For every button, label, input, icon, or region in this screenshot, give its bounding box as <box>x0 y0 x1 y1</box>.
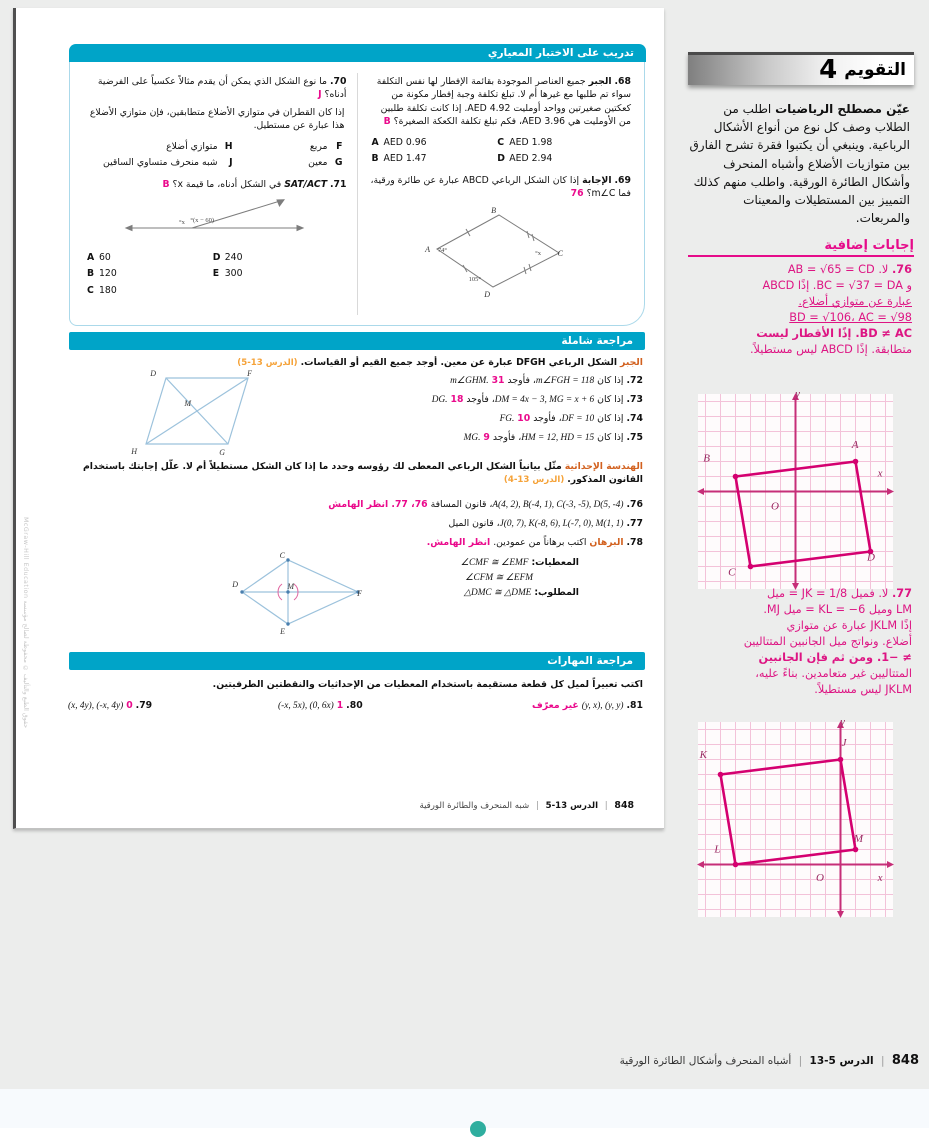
choice: Gمعين <box>308 157 343 169</box>
choice: A 60 <box>87 251 111 263</box>
choice: D 240 <box>212 251 243 263</box>
section-header-comprehensive-review <box>69 332 645 350</box>
test-practice-left-column <box>73 67 357 321</box>
question-73: 73. إذا كان DM = 4x − 3, MG = x + 6، فأوجد DG. 18 <box>431 393 643 405</box>
question-72: 72. إذا كان m∠FGH = 118، فأوجد m∠GHM. 31 <box>450 375 643 386</box>
question-69: 69. الإجابة إذا كان الشكل الرباعي ABCD عبارة عن طائرة ورقية، فما m∠C؟ 76 <box>370 174 631 200</box>
answer-72: 31 <box>491 375 505 386</box>
answer-69: 76 <box>570 188 584 200</box>
choice: B AED 1.47 <box>371 153 427 165</box>
lesson-title: أشباه المنحرف وأشكال الطائرة الورقية <box>619 1055 792 1067</box>
answer-74: 10 <box>517 412 531 424</box>
svg-text:C: C <box>279 551 285 560</box>
svg-text:O: O <box>771 500 779 513</box>
assess-paragraph: عيّن مصطلح الرياضيات اطلب من الطلاب وصف كل نوع من أنواع الأشكال الرباعية. وينبغي أن يكتبوا فقرة تشرح الفارق بين متوازيات الأضلاع وأشباه المنحرف وأشكال الطائرة الورقية. واطلب منهم كذلك التمييز بين المستطيلات والمعينات والمربعات. <box>689 102 910 226</box>
svg-text:C: C <box>557 248 564 258</box>
line-angle-figure <box>83 195 347 243</box>
svg-text:A: A <box>851 439 859 451</box>
svg-text:A: A <box>425 244 431 254</box>
rhombus-figure-dfgh <box>131 366 301 465</box>
svg-text:y: y <box>840 716 845 728</box>
question-74: 74. إذا كان DF = 10، فأوجد FG. 10 <box>499 412 643 424</box>
choice: Fمربع <box>309 140 343 152</box>
svg-text:B: B <box>491 205 497 215</box>
answer-77-margin: 77. لا. فميل JK = 1/8 = ميل LM وميل KL = −6 = ميل MJ. إذًا JKLM عبارة عن متوازي أضلاع. ونواتج ميل الجانبين المتتاليين ≠ −1. ومن ثم فإن الجانبين المتتاليين غير متعامدين. بناءً عليه، JKLM ليس مستطيلاً. <box>743 587 912 697</box>
section-title: مراجعة شاملة <box>561 335 633 347</box>
answer-76: 76، 77. انظر الهامش <box>328 499 428 510</box>
choice: B 120 <box>87 268 117 280</box>
answer-76-margin: 76. لا. AB = √65 = CD و BC = √37 = DA. إذًا ABCD عبارة عن متوازي أضلاع. BD = √106، AC = √98 BD ≠ AC. إذًا الأقطار ليست متطابقة. إذًا ABCD ليس مستطيلاً. <box>749 263 912 357</box>
svg-text:(x − 60)°: (x − 60)° <box>190 217 215 225</box>
review-items-72-75 <box>298 374 643 450</box>
answer-80: 1 <box>336 700 344 711</box>
answer-71: B <box>162 178 170 190</box>
spread-footer: 848 | الدرس 5-13 | أشباه المنحرف وأشكال الطائرة الورقية <box>619 1053 919 1068</box>
question-76: 76. A(4, 2), B(-4, 1), C(-3, -5), D(5, -4)، قانون المسافة 76، 77. انظر الهامش <box>328 499 643 510</box>
svg-text:x°: x° <box>179 219 186 227</box>
step-title: التقويم <box>844 60 906 80</box>
svg-text:F: F <box>247 369 252 378</box>
choice: C 180 <box>87 284 117 296</box>
section-title: مراجعة المهارات <box>547 655 633 667</box>
svg-text:74°: 74° <box>438 246 448 254</box>
section-header-test-practice <box>69 44 646 62</box>
step-number: 4 <box>819 55 838 85</box>
additional-answers-header: إجابات إضافية <box>688 238 914 257</box>
svg-text:C: C <box>728 566 736 579</box>
svg-text:D: D <box>150 369 156 378</box>
svg-text:K: K <box>699 749 707 761</box>
comprehensive-review-intro: الجبر الشكل الرباعي DFGH عبارة عن معين. أوجد جميع القيم أو القياسات. (الدرس 13-5) <box>237 357 643 368</box>
page-footer: 848 | الدرس 13-5 | شبه المنحرف والطائرة الورقية <box>419 800 634 811</box>
conjecture-statement: إذا كان القطران في متوازي الأضلاع متطابقين، فإن متوازي الأضلاع هذا عبارة عن مستطيل. <box>89 106 345 132</box>
choice: A AED 0.96 <box>371 136 427 148</box>
svg-text:D: D <box>867 551 875 564</box>
coordinate-graph-jklm <box>698 716 893 917</box>
svg-text:G: G <box>219 448 225 457</box>
test-practice-right-column <box>358 67 642 321</box>
svg-text:O: O <box>816 872 824 884</box>
svg-text:D: D <box>484 289 491 299</box>
proof-kite-figure <box>232 551 370 640</box>
question-70: 70. ما نوع الشكل الذي يمكن أن يقدم مثالاً عكسياً على الفرضية أدناه؟ J <box>97 76 347 101</box>
svg-text:J: J <box>841 737 847 749</box>
svg-text:B: B <box>703 452 710 465</box>
answer-81: غير معرّف <box>531 700 579 711</box>
teal-page-dot <box>470 1121 486 1137</box>
test-practice-box <box>69 44 645 326</box>
answer-79: 0 <box>126 700 133 711</box>
proof-given-prove: المعطيات: ∠CMF ≅ ∠EMF ∠CFM ≅ ∠EFM المطلوب: △DMC ≅ △DME <box>460 557 579 598</box>
svg-text:105°: 105° <box>468 275 482 283</box>
question-78: 78. البرهان اكتب برهاناً من عمودين. انظر الهامش. <box>426 537 643 548</box>
svg-text:M: M <box>853 833 863 845</box>
svg-text:E: E <box>280 627 285 636</box>
question-80: 80. (-x, 5x), (0, 6x) 1 <box>278 700 363 711</box>
skills-review-instruction: اكتب تعبيراً لميل كل قطعة مستقيمة باستخدام المعطيات من الإحداثيات والنقطتين الطرفيتين. <box>212 679 643 690</box>
svg-text:F: F <box>357 589 362 598</box>
answer-68: B <box>383 116 391 128</box>
kite-figure-abcd <box>368 205 632 303</box>
choice: Hمتوازي أضلاع <box>166 140 233 152</box>
lesson-title: شبه المنحرف والطائرة الورقية <box>419 801 530 811</box>
question-71: 71. SAT/ACT في الشكل أدناه، ما قيمة x؟ B <box>162 178 347 190</box>
svg-text:x: x <box>877 467 883 480</box>
section-title: تدريب على الاختبار المعياري <box>487 47 634 59</box>
answer-70: J <box>318 89 322 101</box>
section-header-skills-review <box>69 652 645 670</box>
choices-71 <box>87 251 333 297</box>
question-81: 81. (y, x), (y, y) غير معرّف <box>531 700 643 711</box>
choice: D AED 2.94 <box>497 153 553 165</box>
svg-text:L: L <box>714 843 721 856</box>
choice: E 300 <box>212 268 243 280</box>
svg-text:D: D <box>232 580 238 589</box>
svg-text:M: M <box>287 582 294 591</box>
svg-text:H: H <box>131 447 137 456</box>
svg-text:M: M <box>184 399 191 408</box>
bottom-band <box>0 1089 929 1128</box>
textbook-page <box>13 8 664 829</box>
coordinate-graph-abcd <box>698 388 893 589</box>
copyright-text: حقوق الطبع والتأليف © محفوظة لصالح مؤسسة McGraw-Hill Education <box>22 516 29 728</box>
choices-70 <box>87 140 343 170</box>
choice: C AED 1.98 <box>497 136 553 148</box>
question-68: 68. الجبر جميع العناصر الموجودة بقائمة الإفطار لها نفس التكلفة سواء تم طلبها مع غيرها أم لا. تبلغ تكلفة وجبة إفطار مكونة من كعكتين صغيرتين وواحد أومليت AED 4.92. إذا كانت تكلفة طلبين من الأومليت هي AED 3.96، فكم تبلغ تكلفة الكعكة الصغيرة؟ B <box>376 76 631 128</box>
answer-78: انظر الهامش. <box>426 537 491 548</box>
choice: Jشبه منحرف متساوي الساقين <box>103 157 233 169</box>
choices-68 <box>372 136 618 166</box>
answer-73: 18 <box>450 393 464 405</box>
svg-text:y: y <box>795 388 800 400</box>
question-75: 75. إذا كان HM = 12, HD = 15، فأوجد MG. 9 <box>463 431 643 443</box>
svg-text:x: x <box>877 872 883 884</box>
answer-75: 9 <box>483 431 490 443</box>
coordinate-geometry-intro: الهندسة الإحداثية مثّل بيانياً الشكل الرباعي المعطى لك رؤوسه وحدد ما إذا كان الشكل مستطيلاً أم لا. علّل إجابتك باستخدام القانون المذكور. (الدرس 13-4) <box>82 461 643 486</box>
question-77: 77. J(0, 7), K(-8, 6), L(-7, 0), M(1, 1)، قانون الميل <box>448 518 643 529</box>
question-79: 79. (x, 4y), (-x, 4y) 0 <box>68 700 153 711</box>
svg-text:x°: x° <box>535 249 542 257</box>
assess-step-tab <box>688 52 914 85</box>
column-divider <box>357 73 358 315</box>
